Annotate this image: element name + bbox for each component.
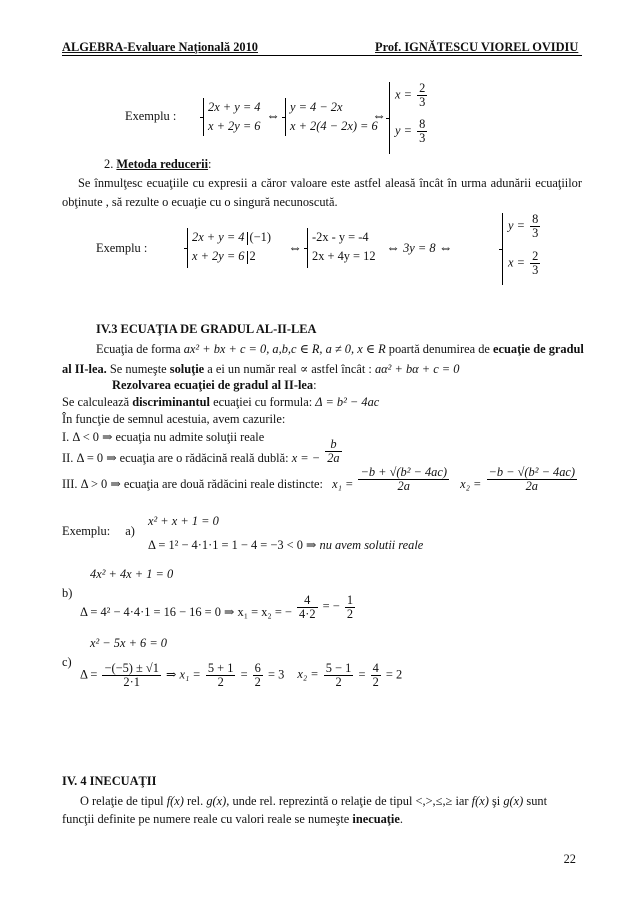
sec44-text-a: O relaţie de tipul (80, 794, 164, 808)
ex1-system-1 (208, 98, 261, 136)
sec43-case3-row (62, 458, 579, 494)
reducere-title (104, 157, 212, 172)
sec43-title: IV.3 ECUAŢIA DE GRADUL AL-II-LEA (96, 322, 317, 336)
ex-c-x1-mid: = (240, 667, 248, 682)
ex2-equiv-1: ⇔ (288, 241, 302, 256)
ex1-y-den: 3 (419, 131, 426, 146)
header-left: ALGEBRA-Evaluare Naţională 2010 (62, 40, 258, 54)
sec43-x2-num: −b − √(b² − 4ac) (488, 465, 576, 479)
ex-c-x1-den2: 2 (254, 675, 261, 690)
sec44-line1 (80, 794, 547, 809)
sec43-case2: II. Δ = 0 ⇒ ecuaţia are o rădăcină reală dublă: (62, 451, 289, 466)
sec44-text-c: , unde rel. reprezintă o relaţie de tipul <,>,≤,≥ iar (226, 794, 469, 808)
sec44-line2 (62, 812, 403, 827)
reducere-colon: : (208, 157, 212, 171)
ex-c-row (80, 662, 402, 689)
ex1-equiv-1: ⇔ (266, 109, 280, 124)
ex1-s1-eq2: x + 2y = 6 (208, 119, 261, 133)
ex2-s1-eq1 (192, 228, 271, 247)
ex-c-x2-den2: 2 (372, 675, 379, 690)
ex2-x-den: 3 (532, 263, 539, 278)
ex1-brace-1 (203, 98, 204, 136)
sec43-solution-formula: aα² + bα + c = 0 (374, 362, 460, 376)
ex-a-equation: x² + x + 1 = 0 (148, 514, 219, 528)
sec44-text-b: rel. (187, 794, 204, 808)
sec43-line1 (96, 341, 584, 357)
sec43-p2b: a ei un număr real ∝ astfel încât : (207, 362, 372, 376)
sec44-title: IV. 4 INECUAŢII (62, 774, 157, 788)
sec43-rez-text: Rezolvarea ecuaţiei de gradul al II-lea (112, 378, 314, 392)
ex-b-equation: 4x² + 4x + 1 = 0 (90, 567, 174, 581)
sec43-disc-a: Se calculează (62, 395, 130, 409)
ex1-label: Exemplu : (125, 109, 177, 123)
sec43-disc-bold: discriminantul (132, 395, 210, 409)
sec44-text-e: sunt (526, 794, 548, 808)
ex1-equiv-2: ⇔ (372, 109, 386, 124)
ex2-s1b: x + 2y = 6 (192, 249, 245, 263)
sec43-general-form: ax² + bx + c = 0, a,b,c ∈ R, a ≠ 0, x ∈ R (183, 342, 386, 356)
sec43-rez-colon: : (313, 378, 317, 392)
ex-b-den: 4·2 (299, 607, 316, 622)
sec43-case2-lhs: x = − (291, 451, 321, 466)
ex1-x-num: 2 (419, 81, 426, 95)
header-right: Prof. IGNĂTESCU VIOREL OVIDIU (375, 40, 579, 54)
ex2-brace-3 (502, 213, 503, 285)
ex2-s1-eq2 (192, 247, 271, 266)
ex-b-delta-row (80, 594, 357, 621)
ex1-x-den: 3 (419, 95, 426, 110)
ex2-x-lhs: x = (508, 255, 525, 270)
ex2-s1a-mult: (−1) (249, 230, 271, 244)
ex2-mid-eq: 3y = 8 (403, 241, 436, 255)
sec44-fx: f(x) (166, 794, 184, 808)
reducere-num: 2. (104, 157, 117, 171)
ex-b-num2: 1 (346, 593, 354, 607)
sec43-p1-bold: ecuaţie de gradul (493, 342, 584, 356)
sec43-disc (62, 395, 379, 410)
sec43-case2-row (62, 432, 344, 466)
sec43-x2-den: 2a (525, 479, 538, 494)
ex1-x-lhs: x = (395, 87, 412, 102)
ex2-brace-2 (307, 228, 308, 268)
ex-c-x2-num2: 4 (372, 661, 379, 675)
ex1-s2-eq1: y = 4 − 2x (290, 100, 343, 114)
sec43-p2a: Se numeşte (109, 362, 167, 376)
ex2-label: Exemplu : (96, 241, 148, 255)
ex1-brace-3 (389, 82, 390, 154)
ex2-system-1 (192, 228, 271, 266)
ex-c-x1-num: 5 + 1 (207, 661, 234, 675)
reducere-text: Se înmulţesc ecuaţiile cu expresii a căror valoare este astfel aleasă încât în urma adunării ecuaţiilor obţinute , să rezulte o ecuaţie cu o singură necunoscută. (62, 176, 582, 209)
reducere-title-text: Metoda reducerii (116, 157, 209, 171)
ex-c-x1-num2: 6 (254, 661, 261, 675)
ex-c-x1-result: = 3 (267, 667, 285, 682)
sec43-cases-intro: În funcţie de semnul acestuia, avem cazurile: (62, 412, 286, 426)
ex2-x-num: 2 (532, 249, 539, 263)
ex2-s1a: 2x + y = 4 (192, 230, 245, 244)
ex1-system-2 (290, 98, 378, 136)
ex-a-label: a) (125, 524, 135, 538)
ex1-brace-2 (285, 98, 286, 136)
sec44-fx-2: f(x) (471, 794, 489, 808)
ex-c-den: 2·1 (123, 675, 140, 690)
sec44-gx: g(x) (206, 794, 227, 808)
sec43-case2-num: b (325, 438, 341, 452)
ex1-s1-eq1: 2x + y = 4 (208, 100, 261, 114)
examples-label (62, 524, 135, 539)
ex2-y-solution (508, 213, 542, 240)
ex1-y-solution (395, 118, 429, 145)
ex-b-num: 4 (297, 594, 318, 608)
sec43-disc-b: ecuaţiei cu formula: (213, 395, 313, 409)
ex2-brace-1 (187, 228, 188, 268)
sec43-p1a: Ecuaţia de forma (96, 342, 181, 356)
ex2-s1b-mult: 2 (249, 249, 256, 263)
ex-b-mid: = − (322, 599, 340, 614)
sec44-gx-2: g(x) (503, 794, 524, 808)
ex2-equiv-2: ⇔ (386, 241, 400, 256)
sec44-inecuatie: inecuaţie (352, 812, 400, 826)
ex-a-conclusion: nu avem solutii reale (319, 538, 424, 552)
ex1-x-solution (395, 82, 429, 109)
ex-c-num: −(−5) ± √1 (104, 661, 159, 675)
page-number: 22 (563, 852, 576, 866)
ex2-y-den: 3 (532, 226, 539, 241)
ex-c-x2-den: 2 (335, 675, 342, 690)
ex-c-x1-den: 2 (217, 675, 224, 690)
ex-a-delta-row (148, 537, 423, 553)
ex-b-label: b) (62, 586, 73, 600)
sec43-solution-word: soluţie (169, 362, 205, 376)
sec44-line2-text: funcţii definite pe numere reale cu valori reale se numeşte (62, 812, 350, 826)
sec43-p1b: poartă denumirea de (388, 342, 490, 356)
sec43-disc-formula: Δ = b² − 4ac (315, 395, 380, 409)
ex-c-x2-result: = 2 (385, 667, 403, 682)
ex-c-equation: x² − 5x + 6 = 0 (90, 636, 167, 650)
ex1-y-num: 8 (419, 117, 426, 131)
ex-c-label: c) (62, 655, 72, 669)
ex2-y-lhs: y = (508, 218, 525, 233)
sec43-line2 (62, 361, 459, 377)
sec43-case2-den: 2a (327, 451, 340, 466)
ex2-equiv-3: ⇔ (438, 241, 453, 256)
ex-c-x2-num: 5 − 1 (325, 661, 352, 675)
ex-b-delta: Δ = 4² − 4·4·1 = 16 − 16 = 0 ⇒ x₁ = x₂ = − (80, 605, 292, 620)
ex2-s2-eq2: 2x + 4y = 12 (312, 249, 376, 263)
ex2-s2-eq1: -2x - y = -4 (312, 230, 369, 244)
ex1-s2-eq2: x + 2(4 − 2x) = 6 (290, 119, 378, 133)
ex1-y-lhs: y = (395, 123, 412, 138)
sec43-x2-lhs: x₂ = (460, 477, 482, 492)
sec44-text-d: şi (491, 794, 501, 808)
sec43-p2-bold: al II-lea. (62, 362, 107, 376)
examples-label-text: Exemplu: (62, 524, 111, 538)
sec43-case3: III. Δ > 0 ⇒ ecuaţia are două rădăcini reale distincte: (62, 477, 323, 492)
sec43-rez-title (112, 378, 317, 393)
sec44-period: . (399, 812, 403, 826)
sec43-x1-den: 2a (397, 479, 410, 494)
ex-c-x2-lhs: x₂ = (297, 667, 319, 682)
ex-c-x1-lhs: ⇒ x₁ = (166, 667, 201, 682)
ex-c-delta: Δ = (80, 667, 98, 682)
ex-a-delta: Δ = 1² − 4·1·1 = 1 − 4 = −3 < 0 ⇒ (148, 538, 317, 552)
sec43-x1-num: −b + √(b² − 4ac) (360, 465, 448, 479)
ex-c-x2-mid: = (358, 667, 366, 682)
ex-b-den2: 2 (346, 607, 354, 622)
header-rule (62, 55, 582, 56)
ex2-x-solution (508, 250, 542, 277)
sec43-x1-lhs: x₁ = (332, 477, 354, 492)
sec43-case1: I. Δ < 0 ⇒ ecuaţia nu admite soluţii reale (62, 430, 265, 444)
ex2-y-num: 8 (532, 212, 539, 226)
ex2-middle (386, 241, 453, 257)
ex2-system-2 (312, 228, 376, 266)
